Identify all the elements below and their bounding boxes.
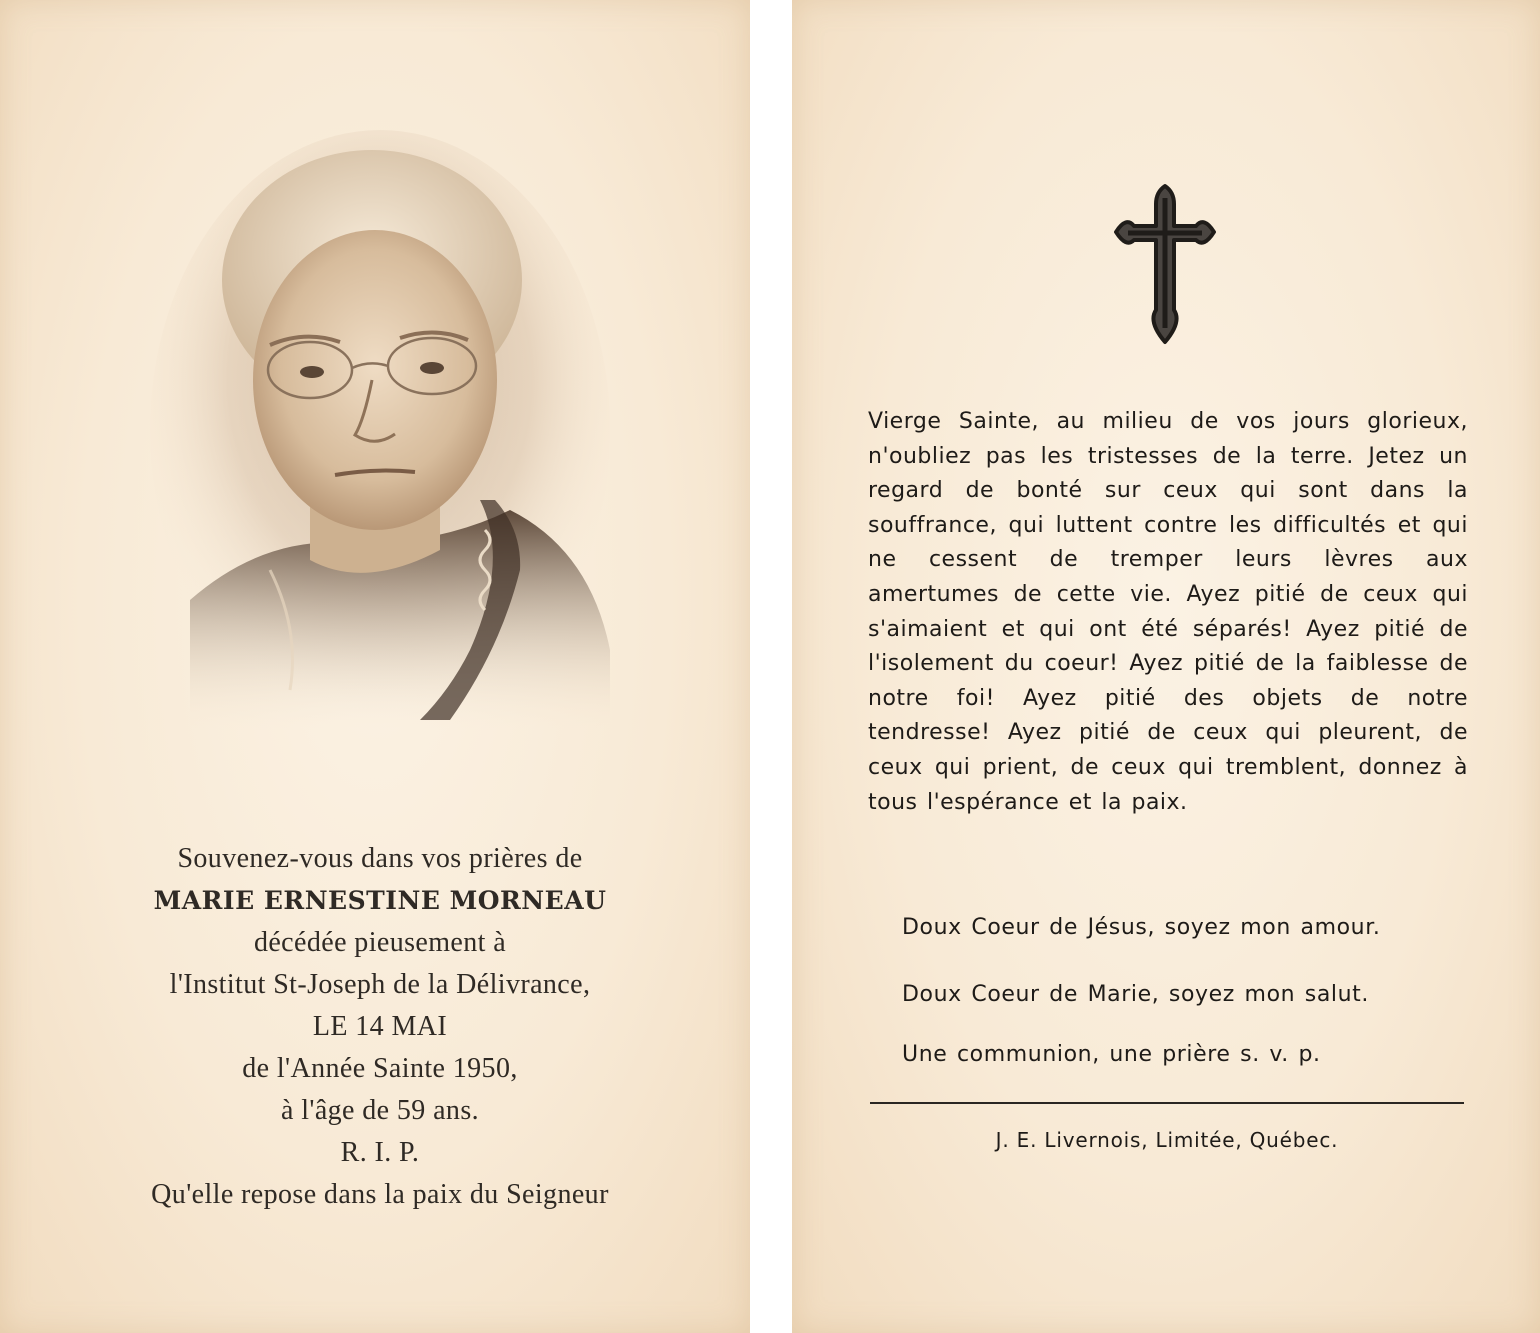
date-line: LE 14 MAI [312, 1011, 448, 1042]
age-line: à l'âge de 59 ans. [280, 1095, 480, 1126]
invocation-marie: Doux Coeur de Marie, soyez mon salut. [902, 982, 1369, 1007]
memorial-card-front [0, 0, 750, 1333]
died-line: décédée pieusement à [253, 927, 507, 958]
prayer-request: Une communion, une prière s. v. p. [902, 1042, 1321, 1067]
cross-icon [1112, 182, 1218, 348]
prayer-text: Vierge Sainte, au milieu de vos jours glorieux, n'oubliez pas les tristesses de la terre. Jetez un regard de bonté sur ceux qui sont dans la souffrance, qui luttent contre les difficultés et qui ne cessent de tremper leurs lèvres aux amertumes de cette vie. Ayez pitié de ceux qui s'aimaient et qui ont été séparés! Ayez pitié de l'isolement du coeur! Ayez pitié de la faiblesse de notre foi! Ayez pitié des objets de notre tendresse! Ayez pitié de ceux qui pleurent, de ceux qui prient, de ceux qui tremblent, donnez à tous l'espérance et la paix. [868, 409, 1468, 815]
place-line: l'Institut St-Joseph de la Délivrance, [169, 969, 591, 1000]
year-line: de l'Année Sainte 1950, [242, 1053, 518, 1084]
closing-line: Qu'elle repose dans la paix du Seigneur [151, 1179, 609, 1210]
printer-credit: J. E. Livernois, Limitée, Québec. [995, 1128, 1339, 1152]
remember-line: Souvenez-vous dans vos prières de [177, 843, 583, 874]
deceased-name: MARIE ERNESTINE MORNEAU [153, 886, 607, 915]
divider-rule [870, 1102, 1464, 1104]
rip-line: R. I. P. [340, 1137, 420, 1168]
portrait-photo [150, 130, 610, 730]
memorial-card-back [792, 0, 1540, 1333]
invocation-jesus: Doux Coeur de Jésus, soyez mon amour. [902, 915, 1381, 940]
dedication-text [40, 838, 720, 1216]
